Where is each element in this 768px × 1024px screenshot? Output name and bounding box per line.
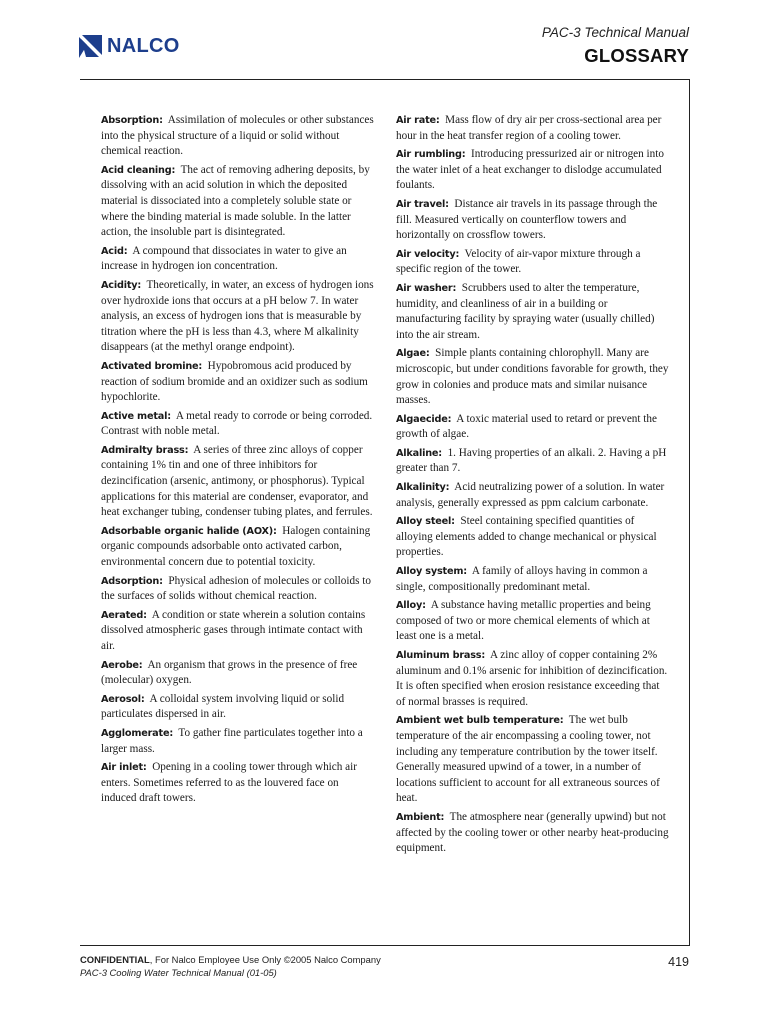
nalco-logo <box>78 26 180 66</box>
glossary-entry <box>101 359 376 406</box>
glossary-term: Aerobe: <box>101 659 143 671</box>
glossary-entry <box>396 564 671 595</box>
glossary-definition: To gather fine particulates together into a larger mass. <box>101 726 363 755</box>
glossary-term: Aerated: <box>101 609 147 621</box>
glossary-entry <box>396 648 671 710</box>
glossary-definition: Opening in a cooling tower through which air enters. Sometimes referred to as the louvered face on induced draft towers. <box>101 761 357 805</box>
glossary-definition: Velocity of air-vapor mixture through a specific region of the tower. <box>396 247 641 276</box>
glossary-term: Alkalinity: <box>396 482 450 494</box>
glossary-term: Algae: <box>396 348 430 360</box>
section-title: GLOSSARY <box>584 45 689 66</box>
glossary-column-right <box>396 113 671 860</box>
glossary-term: Adsorption: <box>101 575 163 587</box>
glossary-definition: The act of removing adhering deposits, by dissolving with an acid solution in which the deposited material is dissociated into a completely soluble state or where the binding material is made soluble. In the latter action, the insoluble part is disintegrated. <box>101 163 370 239</box>
glossary-entry <box>396 514 671 561</box>
glossary-term: Active metal: <box>101 410 171 422</box>
glossary-entry <box>101 726 376 757</box>
glossary-term: Acidity: <box>101 279 142 291</box>
footer-manual-line: PAC-3 Cooling Water Technical Manual (01-05) <box>80 967 277 978</box>
glossary-entry <box>101 163 376 241</box>
glossary-definition: Steel containing specified quantities of alloying elements added to change mechanical or physical properties. <box>396 515 657 559</box>
glossary-entry <box>396 197 671 244</box>
glossary-definition: Acid neutralizing power of a solution. In water analysis, generally expressed as ppm calcium carbonate. <box>396 481 665 509</box>
glossary-definition: A series of three zinc alloys of copper containing 1% tin and one of three inhibitors for dezincification (arsenic, antimony, or phosphorus). Typical applications for this material are condenser, evaporator, and heat exchanger tubing, condenser tubing plates, and ferrules. <box>101 443 373 519</box>
glossary-definition: A zinc alloy of copper containing 2% aluminum and 0.1% arsenic for inhibition of dezincification. It is often specified when erosion resistance exceeding that of normal brasses is required. <box>396 649 668 708</box>
manual-title: PAC-3 Technical Manual <box>541 25 689 40</box>
glossary-column-left <box>101 113 376 810</box>
glossary-entry <box>396 598 671 645</box>
glossary-entry <box>396 113 671 144</box>
footer-notice <box>80 953 381 979</box>
nalco-logo-icon <box>78 33 104 59</box>
glossary-entry <box>396 446 671 477</box>
glossary-definition: Distance air travels in its passage through the fill. Measured vertically on counterflow towers and horizontally on crossflow towers. <box>396 197 658 242</box>
glossary-definition: Simple plants containing chlorophyll. Many are microscopic, but under conditions favorable for growth, they grow in colonies and produce mats and similar nuisance masses. <box>396 347 669 407</box>
glossary-definition: Physical adhesion of molecules or colloids to the surfaces of solids without chemical reaction. <box>101 574 371 603</box>
glossary-definition: Halogen containing organic compounds adsorbable onto activated carbon, environmental concern due to potential toxicity. <box>101 524 371 569</box>
glossary-entry <box>101 409 376 440</box>
confidential-text: , For Nalco Employee Use Only ©2005 Nalco Company <box>149 954 381 965</box>
glossary-term: Air rate: <box>396 115 440 126</box>
glossary-term: Air rumbling: <box>396 149 466 161</box>
glossary-definition: A metal ready to corrode or being corroded. Contrast with noble metal. <box>101 409 373 438</box>
glossary-entry <box>101 113 376 160</box>
confidential-label: CONFIDENTIAL <box>80 954 150 965</box>
glossary-entry <box>101 760 376 807</box>
glossary-entry <box>396 147 671 194</box>
glossary-definition: An organism that grows in the presence of free (molecular) oxygen. <box>101 658 358 687</box>
glossary-definition: A toxic material used to retard or prevent the growth of algae. <box>396 412 657 441</box>
glossary-definition: A condition or state wherein a solution contains dissolved atmospheric gases through intimate contact with air. <box>101 608 366 652</box>
glossary-entry <box>396 247 671 278</box>
glossary-term: Alloy system: <box>396 566 467 578</box>
glossary-term: Absorption: <box>101 115 163 126</box>
glossary-term: Acid: <box>101 245 128 257</box>
glossary-entry <box>101 443 376 521</box>
bottom-rule <box>80 945 690 946</box>
logo-wordmark: NALCO <box>107 34 180 57</box>
right-rule <box>689 79 690 945</box>
glossary-definition: Scrubbers used to alter the temperature, humidity, and cleanliness of air in a building or manufacturing facility by spraying water (usually chilled) into the air stream. <box>396 281 655 341</box>
glossary-term: Alloy: <box>396 600 426 612</box>
footer-confidential-line <box>80 953 381 966</box>
glossary-definition: Introducing pressurized air or nitrogen into the water inlet of a heat exchanger to dislodge accumulated foulants. <box>396 148 664 192</box>
glossary-term: Air washer: <box>396 282 457 294</box>
glossary-entry <box>396 412 671 443</box>
glossary-entry <box>101 278 376 356</box>
glossary-definition: The wet bulb temperature of the air encompassing a cooling tower, not including any temperature contribution by the tower itself. Generally measured upwind of a tower, in a number of locations sufficient to account for all extraneous sources of heat. <box>396 714 660 805</box>
glossary-definition: A substance having metallic properties and being composed of two or more chemical elements of which at least one is a metal. <box>396 599 651 643</box>
glossary-entry <box>396 713 671 807</box>
top-rule <box>80 79 689 80</box>
page-number: 419 <box>668 955 689 969</box>
glossary-entry <box>396 346 671 408</box>
glossary-entry <box>101 574 376 605</box>
glossary-definition: Theoretically, in water, an excess of hydrogen ions over hydroxide ions that occurs at a pH below 7. In water analysis, an excess of hydrogen ions that is measurable by titration where the pH is less than 4.3, where M alkalinity disappears (at the methyl orange endpoint). <box>101 278 374 354</box>
glossary-term: Adsorbable organic halide (AOX): <box>101 525 277 537</box>
glossary-term: Air velocity: <box>396 248 460 260</box>
glossary-term: Air inlet: <box>101 762 147 774</box>
glossary-definition: A family of alloys having in common a single, compositionally predominant metal. <box>396 565 648 593</box>
glossary-entry <box>101 658 376 689</box>
glossary-term: Alloy steel: <box>396 516 455 528</box>
glossary-term: Ambient: <box>396 811 445 823</box>
glossary-term: Air travel: <box>396 198 449 210</box>
glossary-entry <box>396 480 671 511</box>
glossary-entry <box>396 810 671 857</box>
glossary-term: Alkaline: <box>396 447 442 459</box>
glossary-definition: Assimilation of molecules or other substances into the physical structure of a liquid or solid without chemical reaction. <box>101 114 374 158</box>
glossary-entry <box>101 692 376 723</box>
glossary-term: Aluminum brass: <box>396 650 486 661</box>
glossary-term: Aerosol: <box>101 693 145 705</box>
glossary-definition: Mass flow of dry air per cross-sectional area per hour in the heat transfer region of a cooling tower. <box>396 114 662 142</box>
glossary-term: Activated bromine: <box>101 360 203 372</box>
glossary-term: Algaecide: <box>396 413 452 425</box>
glossary-entry <box>396 281 671 343</box>
glossary-term: Ambient wet bulb temperature: <box>396 715 564 727</box>
glossary-definition: The atmosphere near (generally upwind) but not affected by the cooling tower or other nearby heat-producing equipment. <box>396 810 669 855</box>
glossary-term: Admiralty brass: <box>101 444 189 456</box>
glossary-entry <box>101 608 376 655</box>
glossary-definition: A colloidal system involving liquid or solid particulates dispersed in air. <box>101 692 345 721</box>
glossary-entry <box>101 524 376 571</box>
glossary-definition: Hypobromous acid produced by reaction of sodium bromide and an oxidizer such as sodium hypochlorite. <box>101 359 368 404</box>
glossary-term: Agglomerate: <box>101 727 173 739</box>
glossary-definition: A compound that dissociates in water to give an increase in hydrogen ion concentration. <box>101 244 347 273</box>
glossary-definition: 1. Having properties of an alkali. 2. Having a pH greater than 7. <box>396 446 667 475</box>
glossary-entry <box>101 244 376 275</box>
glossary-term: Acid cleaning: <box>101 164 176 176</box>
